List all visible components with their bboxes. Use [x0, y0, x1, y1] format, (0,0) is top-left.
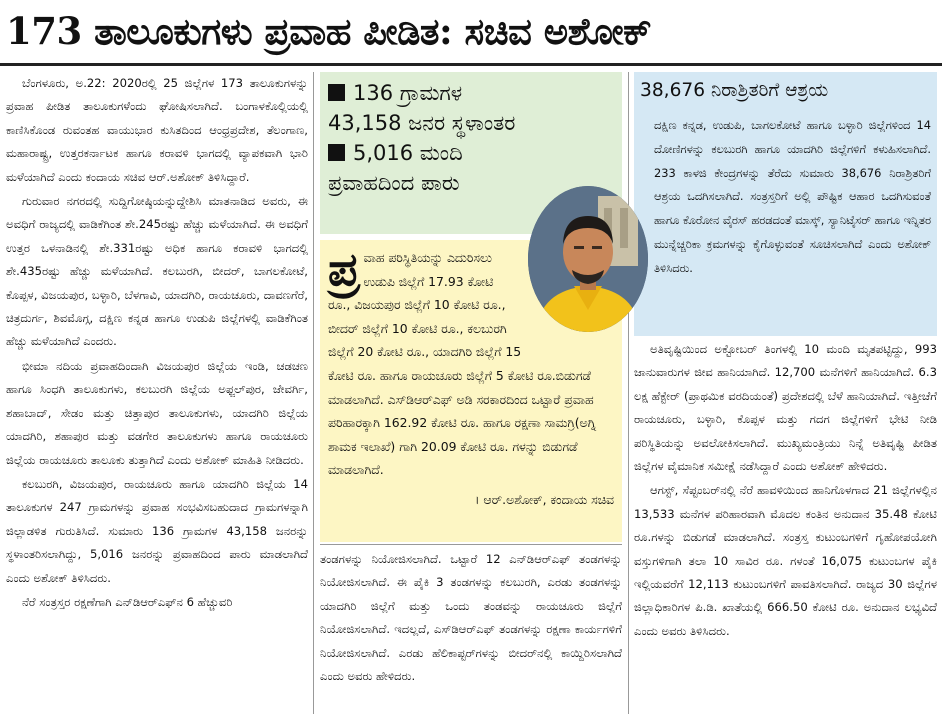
- side-box-title: 38,676 ನಿರಾಶ್ರಿತರಿಗೆ ಆಶ್ರಯ: [640, 80, 829, 101]
- highlight-line: ಪ್ರವಾಹದಿಂದ ಪಾರು: [328, 171, 460, 195]
- article-column-1: [6, 72, 308, 714]
- paragraph: ನೆರೆ ಸಂತ್ರಸ್ತರ ರಕ್ಷಣೆಗಾಗಿ ಎನ್‌ಡಿಆರ್‌ಎಫ್‌ನ 6 ಹೆಚ್ಚುವರಿ: [22, 594, 233, 609]
- drop-cap: ಪ್ರ: [328, 242, 360, 296]
- highlight-line: 5,016 ಮಂದಿ: [328, 138, 614, 168]
- column-divider: [628, 72, 629, 714]
- side-box: [634, 72, 937, 336]
- paragraph: ಗುರುವಾರ ನಗರದಲ್ಲಿ ಸುದ್ದಿಗೋಷ್ಠಿಯನ್ನುದ್ದೇಶಿಸಿ ಮಾತನಾಡಿದ ಅವರು, ಈ ಅವಧಿಗೆ ರಾಜ್ಯದಲ್ಲಿ ವಾಡಿಕೆಗಿಂತ ಶೇ.245ರಷ್ಟು ಹೆಚ್ಚು ಮಳೆಯಾಗಿದೆ. ಈ ಅವಧಿಗೆ ಉತ್ತರ ಒಳನಾಡಿನಲ್ಲಿ ಶೇ.331ರಷ್ಟು ಅಧಿಕ ಹಾಗೂ ಕರಾವಳಿ ಭಾಗದಲ್ಲಿ ಶೇ.435ರಷ್ಟು ಹೆಚ್ಚು ಮಳೆಯಾಗಿದೆ. ಕಲಬುರಗಿ, ಬೀದರ್, ಬಾಗಲಕೋಟೆ, ಕೊಪ್ಪಳ, ವಿಜಯಪುರ, ಬಳ್ಳಾರಿ, ಬೆಳಗಾವಿ, ಯಾದಗಿರಿ, ರಾಯಚೂರು, ದಾವಣಗೆರೆ, ಚಿತ್ರದುರ್ಗ, ಶಿವಮೊಗ್ಗ, ದಕ್ಷಿಣ ಕನ್ನಡ ಹಾಗೂ ಉಡುಪಿ ಜಿಲ್ಲೆಗಳಲ್ಲಿ ವಾಡಿಕೆಗಿಂತ ಹೆಚ್ಚು ಮಳೆಯಾಗಿದೆ ಎಂದರು.: [6, 194, 308, 349]
- square-bullet-icon: [328, 144, 345, 161]
- highlight-line: 43,158 ಜನರ ಸ್ಥಳಾಂತರ: [328, 111, 516, 135]
- paragraph: ಭೀಮಾ ನದಿಯ ಪ್ರವಾಹದಿಂದಾಗಿ ವಿಜಯಪುರ ಜಿಲ್ಲೆಯ ಇಂಡಿ, ಚಡಚಣ ಹಾಗೂ ಸಿಂಧಗಿ ತಾಲೂಕುಗಳು, ಕಲಬುರಗಿ ಜಿಲ್ಲೆಯ ಅಫ್ಜಲ್‌ಪುರ, ಜೇವರ್ಗಿ, ಶಹಾಬಾದ್, ಸೇಡಂ ಮತ್ತು ಚಿತ್ತಾಪುರ ತಾಲೂಕುಗಳು, ಯಾದಗಿರಿ ಜಿಲ್ಲೆಯ ಯಾದಗಿರಿ, ಶಹಾಪುರ ಮತ್ತು ವಡಗೇರ ತಾಲೂಕುಗಳು ಹಾಗೂ ರಾಯಚೂರು ಜಿಲ್ಲೆಯ ರಾಯಚೂರು ತಾಲೂಕು ತುತ್ತಾಗಿದೆ ಎಂದು ಅಶೋಕ್ ಮಾಹಿತಿ ನೀಡಿದರು.: [6, 358, 308, 467]
- paragraph: ಆಗಸ್ಟ್, ಸೆಪ್ಟಂಬರ್‌ನಲ್ಲಿ ನೆರೆ ಹಾವಳಿಯಿಂದ ಹಾನಿಗೊಳಗಾದ 21 ಜಿಲ್ಲೆಗಳಲ್ಲಿನ 13,533 ಮನೆಗಳ ಪರಿಹಾರವಾಗಿ ಮೊದಲ ಕಂತಿನ ಅನುದಾನ 35.48 ಕೋಟಿ ರೂ.ಗಳನ್ನು ಬಿಡುಗಡೆ ಮಾಡಲಾಗಿದೆ. ಸಂತ್ರಸ್ತ ಕುಟುಂಬಗಳಿಗೆ ಗೃಹೋಪಯೋಗಿ ವಸ್ತುಗಳಿಗಾಗಿ ತಲಾ 10 ಸಾವಿರ ರೂ. ಗಳಂತೆ 16,075 ಕುಟುಂಬಗಳ ಪೈಕಿ ಇಲ್ಲಿಯವರೆಗೆ 12,113 ಕುಟುಂಬಗಳಿಗೆ ಪಾವತಿಸಲಾಗಿದೆ. ರಾಜ್ಯದ 30 ಜಿಲ್ಲೆಗಳ ಜಿಲ್ಲಾಧಿಕಾರಿಗಳ ಪಿ.ಡಿ. ಖಾತೆಯಲ್ಲಿ 666.50 ಕೋಟಿ ರೂ. ಅನುದಾನ ಲಭ್ಯವಿದೆ ಎಂದು ಅವರು ತಿಳಿಸಿದರು.: [634, 483, 937, 638]
- headline: 173 ತಾಲೂಕುಗಳು ಪ್ರವಾಹ ಪೀಡಿತ: ಸಚಿವ ಅಶೋಕ್: [0, 0, 942, 66]
- person-photo-icon: [528, 186, 648, 332]
- article-column-2: [320, 548, 622, 712]
- square-bullet-icon: [328, 84, 345, 101]
- quote-text: ವಾಹ ಪರಿಸ್ಥಿತಿಯನ್ನು ಎದುರಿಸಲು ಉಡುಪಿ ಜಿಲ್ಲೆಗೆ 17.93 ಕೋಟಿ ರೂ., ವಿಜಯಪುರ ಜಿಲ್ಲೆಗೆ 10 ಕೋಟಿ ರೂ., ಬೀದರ್ ಜಿಲ್ಲೆಗೆ 10 ಕೋಟಿ ರೂ., ಕಲಬುರಗಿ ಜಿಲ್ಲೆಗೆ 20 ಕೋಟಿ ರೂ., ಯಾದಗಿರಿ ಜಿಲ್ಲೆಗೆ 15 ಕೋಟಿ ರೂ. ಹಾಗೂ ರಾಯಚೂರು ಜಿಲ್ಲೆಗೆ 5 ಕೋಟಿ ರೂ.ಬಿಡುಗಡೆ ಮಾಡಲಾಗಿದೆ. ಎಸ್‌ಡಿಆರ್‌ಎಫ್ ಅಡಿ ಸರಕಾರದಿಂದ ಒಟ್ಟಾರೆ ಪ್ರವಾಹ ಪರಿಹಾರಕ್ಕಾಗಿ 162.92 ಕೋಟಿ ರೂ. ಹಾಗೂ ರಕ್ಷಣಾ ಸಾಮಗ್ರಿ(ಅಗ್ನಿ ಶಾಮಕ ಇಲಾಖೆ) ಗಾಗಿ 20.09 ಕೋಟಿ ರೂ. ಗಳನ್ನು ಬಿಡುಗಡೆ ಮಾಡಲಾಗಿದೆ.: [328, 250, 597, 478]
- column-divider: [313, 72, 314, 714]
- section-divider: [320, 544, 622, 545]
- paragraph: ಅತಿವೃಷ್ಟಿಯಿಂದ ಅಕ್ಟೋಬರ್ ತಿಂಗಳಲ್ಲಿ 10 ಮಂದಿ ಮೃತಪಟ್ಟಿದ್ದು, 993 ಜಾನುವಾರುಗಳ ಜೀವ ಹಾನಿಯಾಗಿದೆ. 12,700 ಮನೆಗಳಿಗೆ ಹಾನಿಯಾಗಿದೆ. 6.3 ಲಕ್ಷ ಹೆಕ್ಟೇರ್ (ಪ್ರಾಥಮಿಕ ವರದಿಯಂತೆ) ಪ್ರದೇಶದಲ್ಲಿ ಬೆಳೆ ಹಾನಿಯಾಗಿದೆ. ಇತ್ತೀಚೆಗೆ ರಾಯಚೂರು, ಬಳ್ಳಾರಿ, ಕೊಪ್ಪಳ ಮತ್ತು ಗದಗ ಜಿಲ್ಲೆಗಳಿಗೆ ಭೇಟಿ ನೀಡಿ ಪರಿಸ್ಥಿತಿಯನ್ನು ಅವಲೋಕಿಸಲಾಗಿದೆ. ಮುಖ್ಯಮಂತ್ರಿಯು ನಿನ್ನೆ ಅತಿವೃಷ್ಟಿ ಪೀಡಿತ ಜಿಲ್ಲೆಗಳ ವೈಮಾನಿಕ ಸಮೀಕ್ಷೆ ನಡೆಸಿದ್ದಾರೆ ಎಂದು ಅಶೋಕ್ ಹೇಳಿದರು.: [634, 342, 937, 474]
- side-box-text: ದಕ್ಷಿಣ ಕನ್ನಡ, ಉಡುಪಿ, ಬಾಗಲಕೋಟೆ ಹಾಗೂ ಬಳ್ಳಾರಿ ಜಿಲ್ಲೆಗಳಿಂದ 14 ದೋಣಿಗಳನ್ನು ಕಲಬುರಗಿ ಹಾಗೂ ಯಾದಗಿರಿ ಜಿಲ್ಲೆಗಳಿಗೆ ಕಳುಹಿಸಲಾಗಿದೆ. 233 ಕಾಳಜಿ ಕೇಂದ್ರಗಳನ್ನು ತೆರೆದು ಸುಮಾರು 38,676 ನಿರಾಶ್ರಿತರಿಗೆ ಆಶ್ರಯ ಒದಗಿಸಲಾಗಿದೆ. ಸಂತ್ರಸ್ತರಿಗೆ ಅಲ್ಲಿ ಪೌಷ್ಟಿಕ ಆಹಾರ ಒದಗಿಸುವಂತೆ ಹಾಗೂ ಕೊರೋನ ವೈರಸ್ ಹರಡದಂತೆ ಮಾಸ್ಕ್, ಸ್ಯಾನಿಟೈಸರ್ ಹಾಗೂ ಇನ್ನಿತರ ಮುನ್ನೆಚ್ಚರಿಕಾ ಕ್ರಮಗಳನ್ನು ಕೈಗೊಳ್ಳುವಂತೆ ಸೂಚಿಸಲಾಗಿದೆ ಎಂದು ಅಶೋಕ್ ತಿಳಿಸಿದರು.: [654, 118, 931, 275]
- paragraph: ಬೆಂಗಳೂರು, ಅ.22: 2020ರಲ್ಲಿ 25 ಜಿಲ್ಲೆಗಳ 173 ತಾಲೂಕುಗಳನ್ನು ಪ್ರವಾಹ ಪೀಡಿತ ತಾಲೂಕುಗಳೆಂದು ಘೋಷಿಸಲಾಗಿದೆ. ಬಂಗಾಳಕೊಲ್ಲಿಯಲ್ಲಿ ಕಾಣಿಸಿಕೊಂಡ ರುವಂತಹ ವಾಯುಭಾರ ಕುಸಿತದಿಂದ ಆಂಧ್ರಪ್ರದೇಶ, ತೆಲಂಗಾಣ, ಮಹಾರಾಷ್ಟ್ರ, ಉತ್ತರಕರ್ನಾಟಕ ಹಾಗೂ ಕರಾವಳಿ ಭಾಗದಲ್ಲಿ ವ್ಯಾಪಕವಾಗಿ ಭಾರಿ ಮಳೆಯಾಗಿದೆ ಎಂದು ಕಂದಾಯ ಸಚಿವ ಆರ್.ಅಶೋಕ್ ತಿಳಿಸಿದ್ದಾರೆ.: [6, 76, 308, 184]
- highlight-line: 136 ಗ್ರಾಮಗಳ: [328, 78, 614, 108]
- portrait-illustration: [528, 186, 648, 332]
- paragraph: ಕಲಬುರಗಿ, ವಿಜಯಪುರ, ರಾಯಚೂರು ಹಾಗೂ ಯಾದಗಿರಿ ಜಿಲ್ಲೆಯ 14 ತಾಲೂಕುಗಳ 247 ಗ್ರಾಮಗಳನ್ನು ಪ್ರವಾಹ ಸಂಭವಿಸಬಹುದಾದ ಗ್ರಾಮಗಳನ್ನಾಗಿ ಜಿಲ್ಲಾಡಳಿತ ಗುರುತಿಸಿದೆ. ಸುಮಾರು 136 ಗ್ರಾಮಗಳ 43,158 ಜನರನ್ನು ಸ್ಥಳಾಂತರಿಸಲಾಗಿದ್ದು, 5,016 ಜನರನ್ನು ಪ್ರವಾಹದಿಂದ ಪಾರು ಮಾಡಲಾಗಿದೆ ಎಂದು ಅಶೋಕ್ ತಿಳಿಸಿದರು.: [6, 476, 308, 585]
- paragraph: ತಂಡಗಳನ್ನು ನಿಯೋಜಿಸಲಾಗಿದೆ. ಒಟ್ಟಾರೆ 12 ಎನ್‌ಡಿಆರ್‌ಎಫ್ ತಂಡಗಳನ್ನು ನಿಯೋಜಿಸಲಾಗಿದೆ. ಈ ಪೈಕಿ 3 ತಂಡಗಳನ್ನು ಕಲಬುರಗಿ, ಎರಡು ತಂಡಗಳನ್ನು ಯಾದಗಿರಿ ಜಿಲ್ಲೆಗೆ ಮತ್ತು ಒಂದು ತಂಡವನ್ನು ರಾಯಚೂರು ಜಿಲ್ಲೆಗೆ ನಿಯೋಜಿಸಲಾಗಿದೆ. ಇದಲ್ಲದೆ, ಎಸ್‌ಡಿಆರ್‌ಎಫ್ ತಂಡಗಳನ್ನು ರಕ್ಷಣಾ ಕಾರ್ಯಗಳಿಗೆ ನಿಯೋಜಿಸಲಾಗಿದೆ. ಎರಡು ಹೆಲಿಕಾಪ್ಟರ್‌ಗಳನ್ನು ಬೀದರ್‌ನಲ್ಲಿ ಕಾಯ್ದಿರಿಸಲಾಗಿದೆ ಎಂದು ಅವರು ಹೇಳಿದರು.: [320, 552, 622, 684]
- article-column-3: [634, 338, 937, 714]
- quote-author: । ಆರ್.ಅಶೋಕ್, ಕಂದಾಯ ಸಚಿವ: [474, 491, 614, 507]
